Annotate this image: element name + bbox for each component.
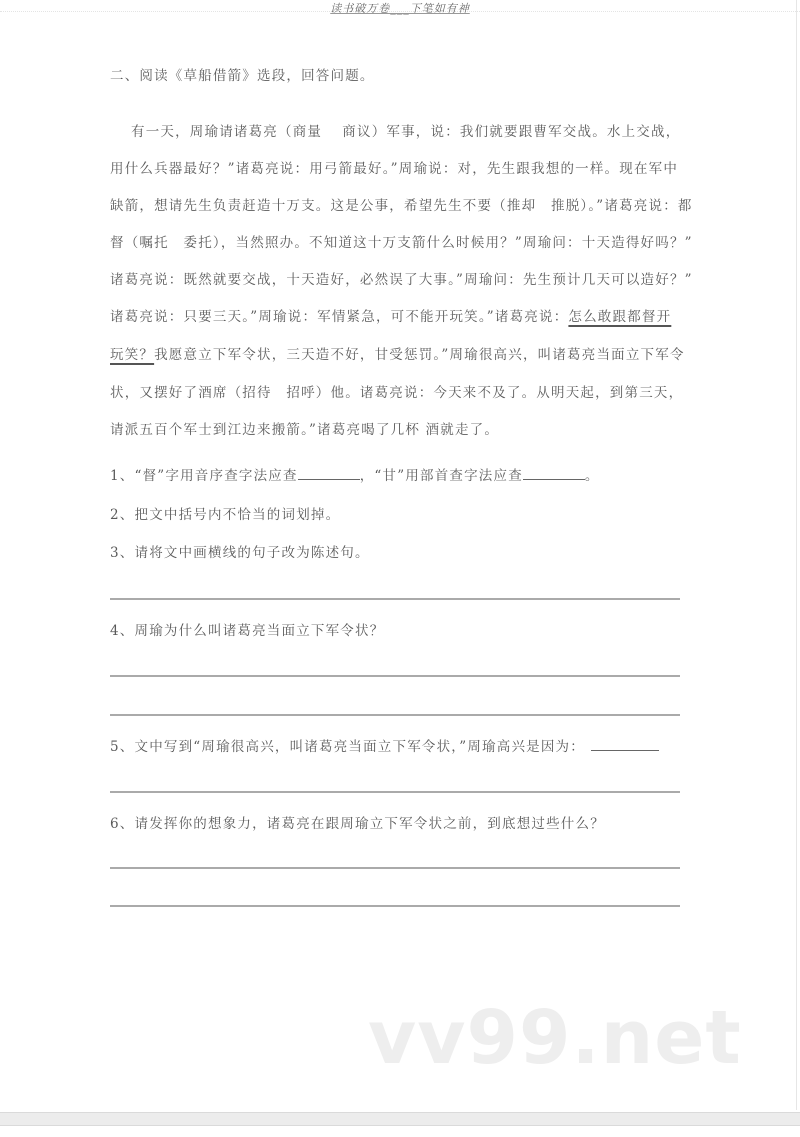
question-1-end: 。 bbox=[584, 468, 600, 484]
question-1-part-2: ，“甘”用部首查字法应查 bbox=[359, 468, 523, 484]
passage-line-7 bbox=[110, 345, 685, 365]
passage-line-9: 请派五百个军士到江边来搬箭。”诸葛亮喝了几杯 酒就走了。 bbox=[110, 422, 500, 438]
question-5 bbox=[110, 737, 659, 757]
question-4: 4、周瑜为什么叫诸葛亮当面立下军令状？ bbox=[110, 623, 385, 639]
page-header bbox=[0, 0, 800, 14]
page-separator-bar bbox=[0, 1112, 800, 1126]
passage-text: 诸葛亮说：只要三天。”周瑜说：军情紧急，可不能开玩笑。”诸葛亮说： bbox=[110, 309, 569, 325]
passage-text: 我愿意立下军令状，三天造不好，甘受惩罚。”周瑜很高兴，叫诸葛亮当面立下军令 bbox=[154, 347, 685, 363]
question-6: 6、请发挥你的想象力，诸葛亮在跟周瑜立下军令状之前，到底想过些什么？ bbox=[110, 816, 605, 832]
question-5-text: 5、文中写到“周瑜很高兴，叫诸葛亮当面立下军令状，”周瑜高兴是因为： bbox=[110, 739, 585, 755]
passage-line-3: 缺箭，想请先生负责赶造十万支。这是公事，希望先生不要（推却 推脱）。”诸葛亮说：都 bbox=[110, 198, 693, 214]
passage-line-1: 有一天，周瑜请诸葛亮（商量 商议）军事，说：我们就要跟曹军交战。水上交战， bbox=[131, 124, 681, 140]
passage-line-6 bbox=[110, 307, 671, 327]
header-text: 读书破万卷___下笔如有神 bbox=[330, 2, 470, 15]
answer-blank-1[interactable] bbox=[298, 467, 360, 480]
watermark: vv99.net bbox=[368, 995, 742, 1081]
answer-blank-q5[interactable] bbox=[591, 738, 659, 751]
answer-blank-2[interactable] bbox=[523, 467, 585, 480]
answer-line-q6-2[interactable] bbox=[110, 905, 680, 907]
answer-line-q4-2[interactable] bbox=[110, 714, 680, 716]
passage-line-4: 督（嘱托 委托），当然照办。不知道这十万支箭什么时候用？”周瑜问：十天造得好吗？” bbox=[110, 235, 693, 251]
answer-line-q6-1[interactable] bbox=[110, 867, 680, 869]
underlined-sentence-part-1: 怎么敢跟都督开 bbox=[568, 309, 672, 325]
section-title: 二、阅读《草船借箭》选段，回答问题。 bbox=[110, 68, 375, 84]
answer-line-q3[interactable] bbox=[110, 598, 680, 600]
answer-line-q5[interactable] bbox=[110, 791, 680, 793]
answer-line-q4-1[interactable] bbox=[110, 675, 680, 677]
question-3: 3、请将文中画横线的句子改为陈述句。 bbox=[110, 545, 370, 561]
underlined-sentence-part-2: 玩笑？ bbox=[110, 347, 155, 363]
question-1-part-1: 1、“督”字用音序查字法应查 bbox=[110, 468, 298, 484]
question-1 bbox=[110, 466, 600, 486]
passage-line-2: 用什么兵器最好？”诸葛亮说：用弓箭最好。”周瑜说：对，先生跟我想的一样。现在军中 bbox=[110, 161, 679, 177]
question-2: 2、把文中括号内不恰当的词划掉。 bbox=[110, 507, 341, 523]
passage-line-8: 状，又摆好了酒席（招待 招呼）他。诸葛亮说：今天来不及了。从明天起，到第三天， bbox=[110, 385, 684, 401]
passage-line-5: 诸葛亮说：既然就要交战，十天造好，必然误了大事。”周瑜问：先生预计几天可以造好？” bbox=[110, 272, 693, 288]
